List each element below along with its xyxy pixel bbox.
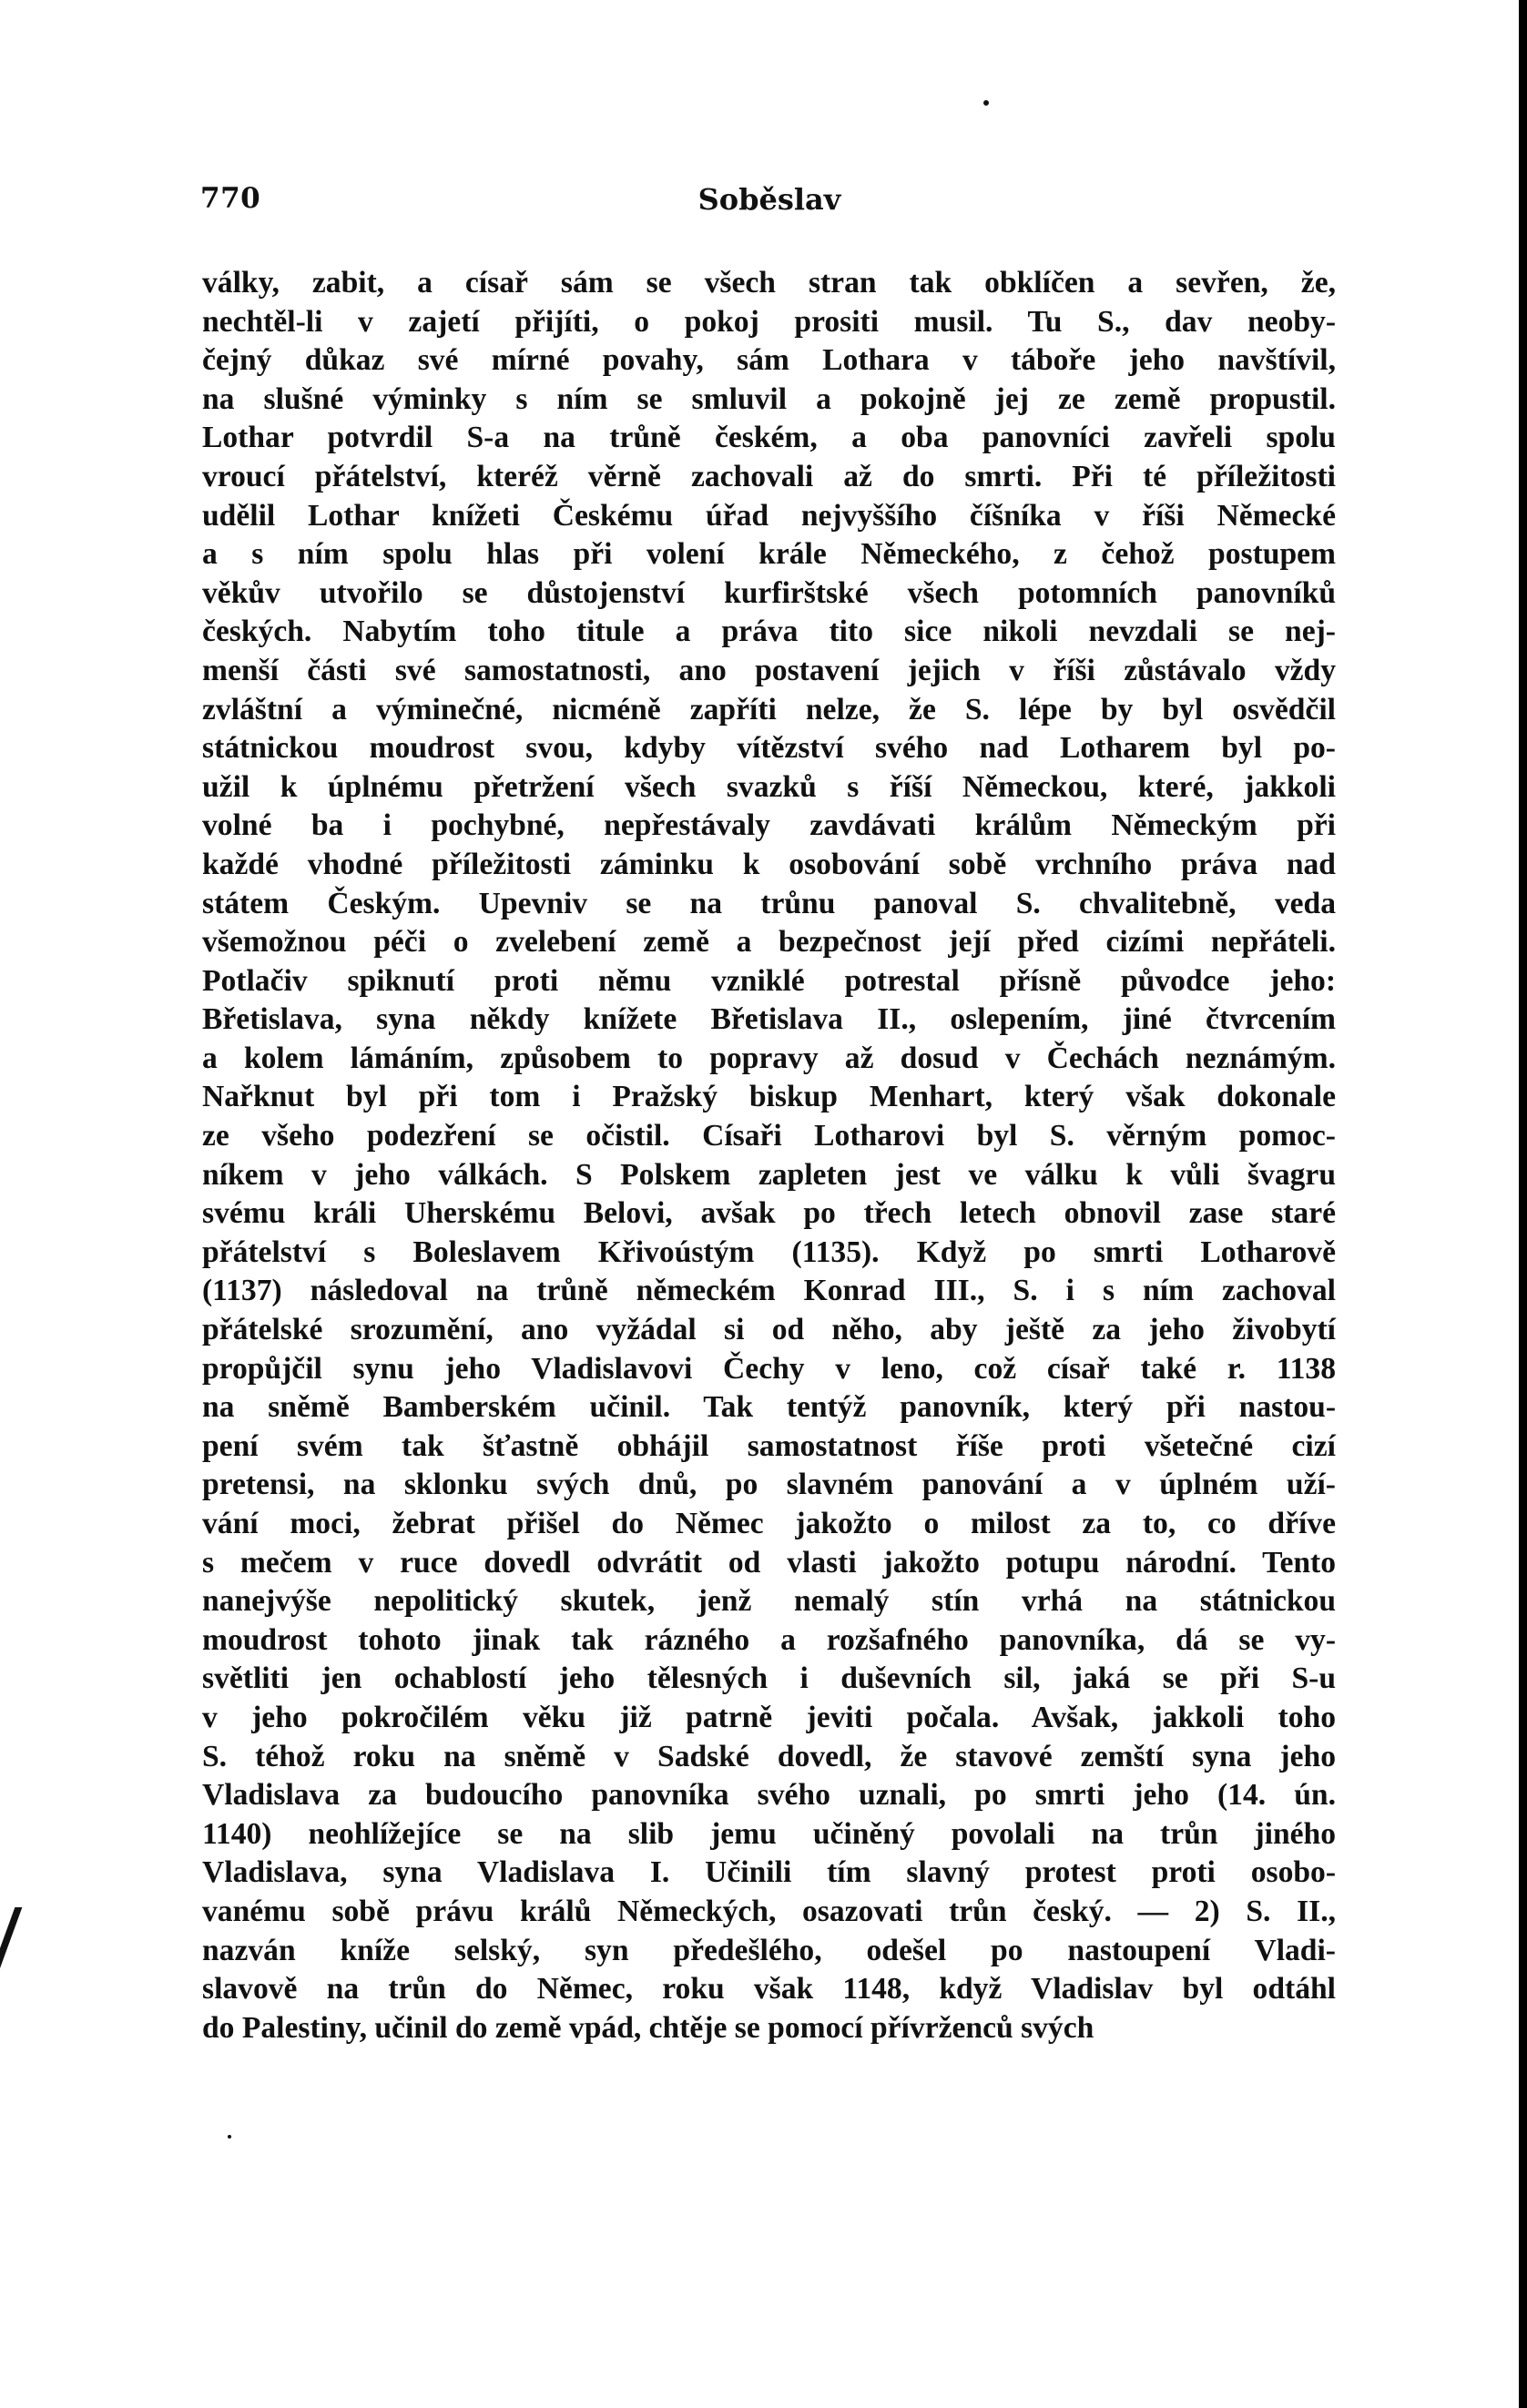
text-line: udělil Lothar knížeti Českému úřad nejvyššího číšníka v říši Německé [202, 498, 1336, 533]
scan-mark-left [0, 1907, 22, 1989]
running-title: Soběslav [697, 182, 841, 217]
text-line: moudrost tohoto jinak tak rázného a rozšafného panovníka, dá se vy- [202, 1622, 1336, 1657]
text-line: pení svém tak šťastně obhájil samostatnost říše proti všetečné cizí [202, 1428, 1336, 1463]
text-line: ze všeho podezření se očistil. Císaři Lotharovi byl S. věrným pomoc- [202, 1119, 1336, 1153]
text-line: čejný důkaz své mírné povahy, sám Lothara v táboře jeho navštívil, [202, 343, 1336, 378]
text-line: pretensi, na sklonku svých dnů, po slavném panování a v úplném uží- [202, 1468, 1336, 1502]
page-header [200, 182, 1339, 228]
text-line: užil k úplnému přetržení všech svazků s říší Německou, které, jakkoli [202, 769, 1336, 804]
text-line: českých. Nabytím toho titule a práva tito sice nikoli nevzdali se nej- [202, 615, 1336, 649]
text-line: státnickou moudrost svou, kdyby vítězství svého nad Lotharem byl po- [202, 731, 1336, 766]
text-line: Břetislava, syna někdy knížete Břetislava II., oslepením, jiné čtvrcením [202, 1002, 1336, 1037]
text-line: věkův utvořilo se důstojenství kurfirštské všech potomních panovníků [202, 575, 1336, 610]
page-number: 770 [200, 182, 261, 215]
text-line: (1137) následoval na trůně německém Konrad III., S. i s ním zachoval [202, 1274, 1336, 1308]
text-line: nazván kníže selský, syn předešlého, odešel po nastoupení Vladi- [202, 1933, 1336, 1967]
text-line: vanému sobě právu králů Německých, osazovati trůn český. — 2) S. II., [202, 1894, 1336, 1928]
scan-mark-bottom [228, 2135, 231, 2139]
text-line: každé vhodné příležitosti záminku k osobování sobě vrchního práva nad [202, 847, 1336, 881]
text-line: všemožnou péči o zvelebení země a bezpečnost její před cizími nepřáteli. [202, 925, 1336, 960]
text-line: přátelství s Boleslavem Křivoústým (1135). Když po smrti Lotharově [202, 1234, 1336, 1269]
text-line: a s ním spolu hlas při volení krále Německého, z čehož postupem [202, 537, 1336, 572]
text-line: vroucí přátelství, kteréž věrně zachovali až do smrti. Při té příležitosti [202, 459, 1336, 493]
body-text [202, 264, 1336, 2047]
text-line: S. téhož roku na sněmě v Sadské dovedl, že stavové zemští syna jeho [202, 1739, 1336, 1773]
text-line: svému králi Uherskému Belovi, avšak po třech letech obnovil zase staré [202, 1196, 1336, 1231]
text-line: Vladislava za budoucího panovníka svého uznali, po smrti jeho (14. ún. [202, 1778, 1336, 1813]
text-line: 1140) neohlížejíce se na slib jemu učiněný povolali na trůn jiného [202, 1816, 1336, 1851]
text-line: na slušné výminky s ním se smluvil a pokojně jej ze země propustil. [202, 381, 1336, 416]
text-line: státem Českým. Upevniv se na trůnu panoval S. chvalitebně, veda [202, 886, 1336, 920]
text-line: zvláštní a výminečné, nicméně zapříti nelze, že S. lépe by byl osvědčil [202, 692, 1336, 726]
text-line: nechtěl-li v zajetí přijíti, o pokoj prositi musil. Tu S., dav neoby- [202, 304, 1336, 339]
text-line: slavově na trůn do Němec, roku však 1148, když Vladislav byl odtáhl [202, 1972, 1336, 2007]
text-line: a kolem lámáním, způsobem to popravy až dosud v Čechách neznámým. [202, 1041, 1336, 1075]
text-line: menší části své samostatnosti, ano postavení jejich v říši zůstávalo vždy [202, 653, 1336, 687]
text-line: Potlačiv spiknutí proti němu vzniklé potrestal přísně původce jeho: [202, 963, 1336, 998]
text-line: války, zabit, a císař sám se všech stran tak obklíčen a sevřen, že, [202, 266, 1336, 300]
text-line: nanejvýše nepolitický skutek, jenž nemalý stín vrhá na státnickou [202, 1584, 1336, 1619]
text-line: světliti jen ochablostí jeho tělesných i duševních sil, jaká se při S-u [202, 1661, 1336, 1696]
text-line: na sněmě Bamberském učinil. Tak tentýž panovník, který při nastou- [202, 1390, 1336, 1425]
text-line: Lothar potvrdil S-a na trůně českém, a oba panovníci zavřeli spolu [202, 421, 1336, 455]
text-line: s mečem v ruce dovedl odvrátit od vlasti jakožto potupu národní. Tento [202, 1545, 1336, 1580]
text-line: přátelské srozumění, ano vyžádal si od něho, aby ještě za jeho živobytí [202, 1313, 1336, 1347]
text-line: volné ba i pochybné, nepřestávaly zavdávati králům Německým při [202, 808, 1336, 843]
text-line: propůjčil synu jeho Vladislavovi Čechy v leno, což císař také r. 1138 [202, 1351, 1336, 1386]
text-line: níkem v jeho válkách. S Polskem zapleten jest ve válku k vůli švagru [202, 1157, 1336, 1192]
text-line: Nařknut byl při tom i Pražský biskup Menhart, který však dokonale [202, 1080, 1336, 1114]
text-line: do Palestiny, učinil do země vpád, chtěje se pomocí přívrženců svých [202, 2010, 1094, 2045]
scan-mark-top [983, 100, 989, 106]
text-line: vání moci, žebrat přišel do Němec jakožto o milost za to, co dříve [202, 1507, 1336, 1540]
text-line: v jeho pokročilém věku již patrně jeviti počala. Avšak, jakkoli toho [202, 1700, 1336, 1734]
text-line: Vladislava, syna Vladislava I. Učinili tím slavný protest proti osobo- [202, 1855, 1336, 1890]
